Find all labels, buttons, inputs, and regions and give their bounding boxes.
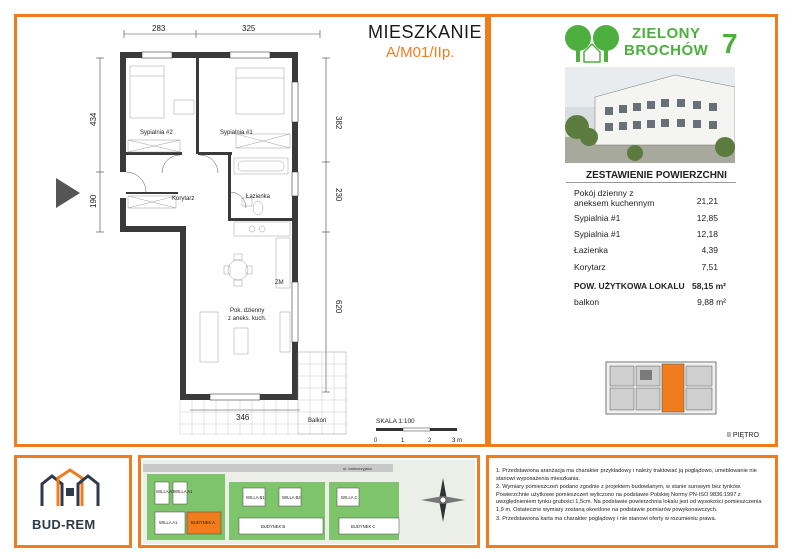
total-area-label: POW. UŻYTKOWA LOKALU (574, 281, 685, 291)
room-name-bedroom-b: Sypialnia #1 (574, 229, 621, 239)
dim-right-lower: 620 (334, 300, 343, 314)
brand-line2: BROCHÓW (624, 42, 709, 59)
room-name-bath: Łazienka (574, 245, 609, 255)
brand-number: 7 (722, 28, 738, 59)
dim-top-right: 325 (242, 24, 256, 33)
room-area-bedroom-a: 12,85 (696, 213, 718, 223)
scale-label: SKALA 1:100 (376, 418, 415, 425)
site-label-5: WILLA B2 (282, 495, 301, 500)
site-label-8: BUDYNEK C (351, 524, 376, 529)
room-area-living: 21,21 (696, 196, 718, 206)
highlighted-unit (662, 364, 684, 412)
site-plan (143, 460, 475, 544)
page-title: MIESZKANIE (368, 22, 483, 42)
tree-house-icon (562, 22, 622, 64)
site-label-3: BUDYNEK A (191, 520, 215, 525)
dim-right-mid: 230 (334, 188, 343, 202)
unit-code: A/M01/IIp. (386, 44, 455, 61)
room-area-bath: 4,39 (701, 245, 718, 255)
site-label-2: WILLA A1 (159, 520, 178, 525)
note-2: 2. Wymiary pomieszczeń podano zgodnie z projektem budowlanym, w stanie surowym bez tynków. Powierzchnie użytkowe pomieszczeń wyliczono na podstawie Polskiej Normy PN-ISO 9836:1997 z uwzględnieniem tynku grubości 1,5cm. Na podstawie powierzchnia lokalu jest od wysokości pomieszczenia 1,9 m. Ostateczne wymiary zostaną określone na podstawie pomiarów powykonawczych. (496, 484, 762, 513)
dim-left-lower: 190 (89, 194, 98, 208)
dim-left-upper: 434 (89, 112, 98, 126)
fridge-label: ZM (275, 280, 284, 286)
summary-title: ZESTAWIENIE POWIERZCHNI (586, 170, 727, 181)
site-label-1: WILLA A1 (174, 489, 193, 494)
note-1: 1. Przedstawiona aranżacja ma charakter przykładowy i należy traktować ją poglądowo, umeblowanie nie stanowi wyposażenia mieszkania. (496, 468, 757, 482)
note-3: 3. Przedstawiona karta ma charakter poglądowy i nie stanowi oferty w rozumieniu prawa. (496, 515, 717, 522)
balcony-area-value: 9,88 m² (697, 297, 726, 307)
entry-arrow-icon (56, 178, 80, 208)
brand-line1: ZIELONY (632, 25, 701, 42)
summary-divider (566, 182, 736, 183)
brand-logo (560, 20, 780, 70)
room-label-bedroom2: Sypialnia #2 (140, 130, 173, 136)
room-label-living-1: Pok. dzienny (230, 308, 265, 314)
floor-label: II PIĘTRO (727, 432, 759, 439)
room-area-hall: 7,51 (701, 262, 718, 272)
room-name-hall: Korytarz (574, 262, 606, 272)
room-label-living-2: z aneks. kuch. (228, 316, 267, 322)
bud-rem-logo-icon (38, 466, 102, 510)
floor-plan (30, 22, 470, 442)
total-area-value: 58,15 m² (691, 281, 726, 291)
company-name: BUD-REM (32, 517, 96, 532)
street-label: ul. Indonezyjska (343, 466, 372, 471)
scale-tick-0: 0 (374, 438, 378, 444)
room-label-bath: Łazienka (246, 194, 271, 200)
scale-tick-2: 2 (428, 438, 432, 444)
building-render-image (565, 67, 735, 163)
scale-tick-1: 1 (401, 438, 405, 444)
room-name-living-2: aneksem kuchennym (574, 198, 655, 208)
site-label-7: BUDYNEK B (261, 524, 286, 529)
room-label-hall: Korytarz (172, 196, 195, 202)
room-label-balcony: Balkon (308, 418, 327, 424)
room-name-bedroom-a: Sypialnia #1 (574, 213, 621, 223)
room-label-bedroom1: Sypialnia #1 (220, 130, 253, 136)
site-label-0: WILLA A2 (156, 489, 175, 494)
site-label-6: WILLA C (341, 495, 358, 500)
room-area-bedroom-b: 12,18 (696, 229, 718, 239)
dim-right-upper: 382 (334, 116, 343, 130)
floor-key-plan (600, 356, 730, 422)
dim-bottom: 346 (236, 413, 250, 422)
scale-tick-3: 3 m (452, 438, 463, 444)
dim-top-left: 283 (152, 24, 166, 33)
room-name-living-1: Pokój dzienny z (574, 188, 634, 198)
notes-section (496, 468, 770, 524)
balcony-area-label: balkon (574, 297, 600, 307)
site-label-4: WILLA B1 (246, 495, 265, 500)
